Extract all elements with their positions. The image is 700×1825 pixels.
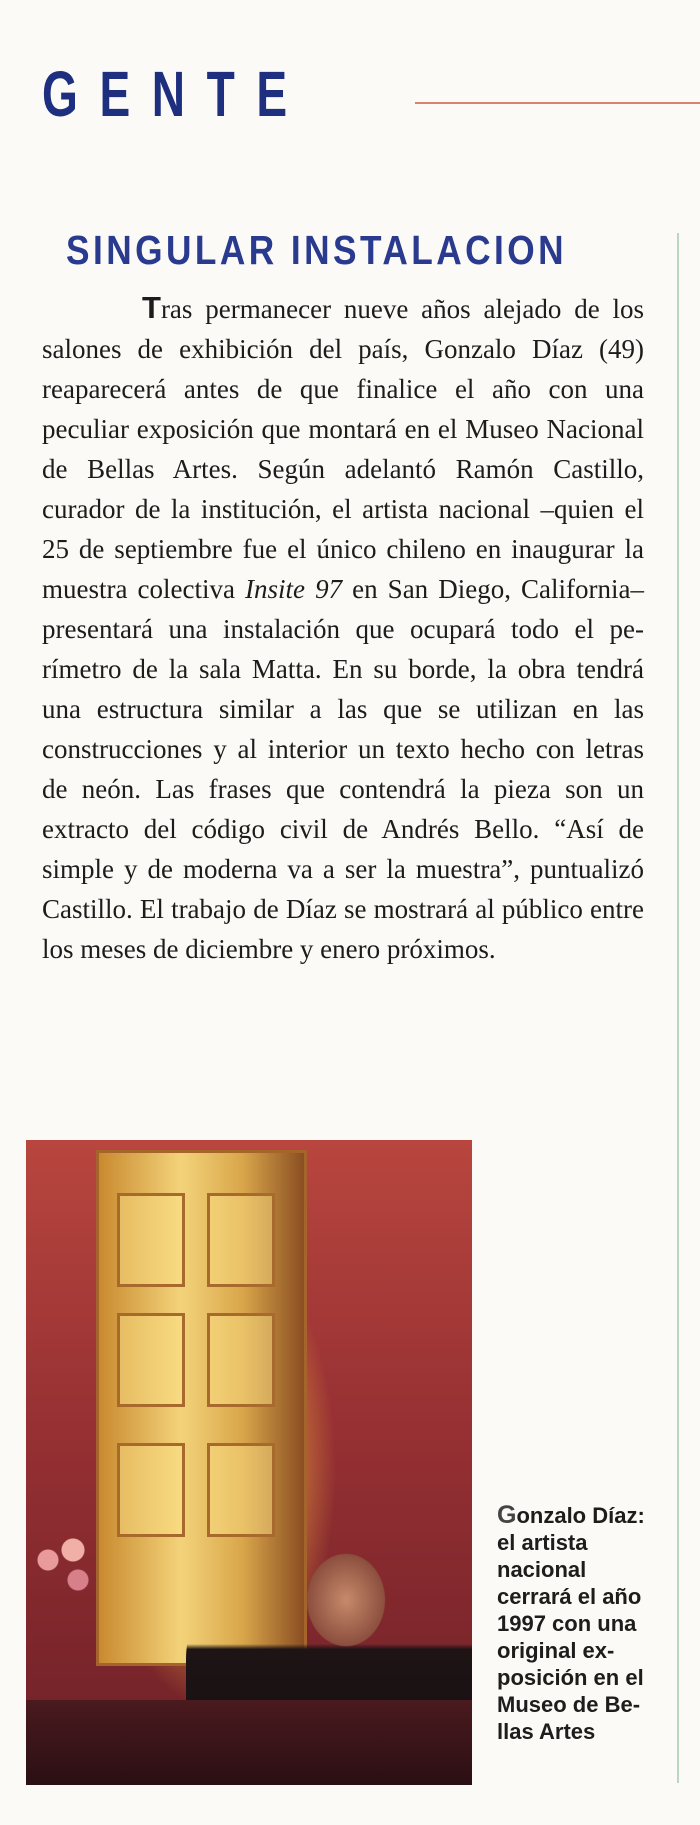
cabinet-panel xyxy=(117,1193,185,1287)
header-divider xyxy=(415,102,700,104)
cabinet-panel xyxy=(207,1313,275,1407)
column-divider xyxy=(677,233,679,1783)
photo-caption xyxy=(497,1502,657,1745)
article-body xyxy=(42,288,644,969)
caption-text: onzalo Díaz: el artista nacional cerrará el año 1997 con una original exposición en el Museo de Bellas Artes xyxy=(497,1503,645,1744)
table-illustration xyxy=(26,1700,472,1785)
cabinet-panel xyxy=(117,1443,185,1537)
exhibition-name: Insite 97 xyxy=(245,574,343,604)
caption-initial: G xyxy=(497,1501,517,1529)
cabinet-panel xyxy=(207,1193,275,1287)
artist-photo xyxy=(26,1140,472,1785)
article-text-part1: ras permanecer nueve años alejado de los salones de exhibición del país, Gonzalo Díaz (49) reaparecerá antes de que finalice el año con una peculiar exposición que montará en el Museo Nacional de Bellas Artes. Según adelantó Ramón Castillo, curador de la institución, el artista nacional –quien el 25 de septiembre fue el único chileno en inaugurar la muestra colectiva xyxy=(42,294,644,604)
article-headline: SINGULAR INSTALACION xyxy=(66,227,568,273)
drop-cap: T xyxy=(142,290,161,325)
cabinet-panel xyxy=(207,1443,275,1537)
article-text-part2: en San Diego, California– presentará una instalación que ocupará todo el perímetro de la sala Matta. En su borde, la obra tendrá una estructura similar a las que se utilizan en las construcciones y al interior un texto hecho con letras de neón. Las frases que contendrá la pieza son un extracto del código civil de Andrés Bello. “Así de simple y de moderna va a ser la muestra”, puntualizó Castillo. El trabajo de Díaz se mostrará al público entre los meses de diciembre y enero próximos. xyxy=(42,574,644,964)
cabinet-panel xyxy=(117,1313,185,1407)
flowers-illustration xyxy=(28,1530,98,1620)
section-title: GENTE xyxy=(42,58,309,130)
